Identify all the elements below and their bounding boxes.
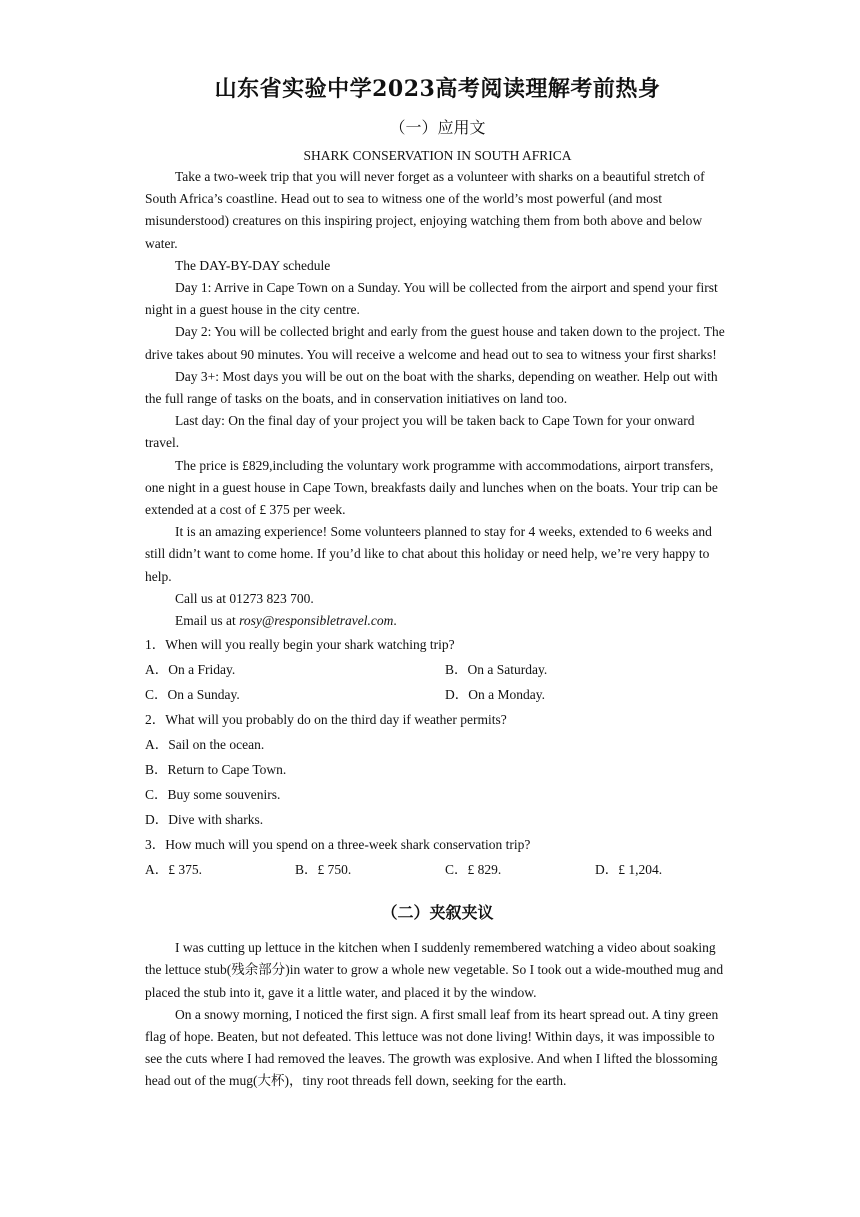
- schedule-heading: The DAY-BY-DAY schedule: [175, 257, 331, 273]
- option-a: A．£ 375.: [145, 862, 202, 878]
- option-d: D．On a Monday.: [445, 687, 545, 703]
- option-c: C．Buy some souvenirs.: [145, 787, 281, 803]
- question-stem: 1．When will you really begin your shark watching trip?: [145, 637, 455, 653]
- article-title: SHARK CONSERVATION IN SOUTH AFRICA: [303, 148, 572, 163]
- paragraph: On a snowy morning, I noticed the first sign. A first small leaf from its heart spread out. A tiny green flag of hope. Beaten, but not defeated. This lettuce was not done living! Within days, it was impossible to see the cuts where I had removed the leaves. The growth was explosive. And when I lifted the blossoming head out of the mug(大杯)，tiny root threads fell down, seeking for the earth.: [145, 1006, 719, 1089]
- section-applied-writing: [145, 115, 730, 882]
- email-prefix: Email us at: [175, 613, 240, 629]
- option-b: B．£ 750.: [295, 862, 352, 878]
- paragraph: Day 1: Arrive in Cape Town on a Sunday. You will be collected from the airport and spend your first night in a guest house in the city centre.: [145, 280, 718, 318]
- option-c: C．£ 829.: [445, 862, 502, 878]
- option-a: A．On a Friday.: [145, 662, 236, 678]
- email-line: [145, 610, 730, 632]
- email-suffix: .: [393, 613, 397, 629]
- paragraph: Day 2: You will be collected bright and early from the guest house and taken down to the project. The drive takes about 90 minutes. You will receive a welcome and head out to sea to witness your first sharks!: [145, 324, 725, 362]
- page-title: 山东省实验中学2023高考阅读理解考前热身: [214, 76, 661, 102]
- paragraph: I was cutting up lettuce in the kitchen when I suddenly remembered watching a video about soaking the lettuce stub(残余部分)in water to grow a whole new vegetable. So I took out a wide-mouthed mug and placed the stub into it, gave it a little water, and placed it by the window.: [145, 940, 724, 1000]
- option-d: D．Dive with sharks.: [145, 812, 264, 828]
- question-3: [145, 832, 730, 882]
- question-1: [145, 632, 730, 707]
- option-b: B．Return to Cape Town.: [145, 762, 287, 778]
- section-heading: （二）夹叙夹议: [381, 903, 494, 923]
- document-page: [145, 72, 730, 1093]
- paragraph: Take a two-week trip that you will never forget as a volunteer with sharks on a beautiful stretch of South Africa’s coastline. Head out to sea to witness one of the world’s most powerful (and most misunderstood) creatures on this inspiring project, enjoying watching them from both above and below water.: [145, 169, 705, 251]
- paragraph: Day 3+: Most days you will be out on the boat with the sharks, depending on weather. Help out with the full range of tasks on the boats, and in conservation initiatives on land too.: [145, 368, 718, 407]
- paragraph: Last day: On the final day of your project you will be taken back to Cape Town for your onward travel.: [145, 413, 695, 451]
- phone-line: Call us at 01273 823 700.: [175, 590, 314, 606]
- option-group: [145, 657, 730, 707]
- price-paragraph: The price is £829,including the voluntary work programme with accommodations, airport transfers, one night in a guest house in Cape Town, breakfasts daily and lunches when on the boats. Your trip can be extended at a cost of £ 375 per week.: [145, 457, 718, 518]
- option-b: B．On a Saturday.: [445, 662, 548, 678]
- option-a: A．Sail on the ocean.: [145, 737, 265, 753]
- question-2: [145, 707, 730, 832]
- question-stem: 2．What will you probably do on the third day if weather permits?: [145, 712, 507, 728]
- email-link[interactable]: rosy@responsibletravel.com: [239, 613, 394, 629]
- option-d: D．£ 1,204.: [595, 862, 663, 878]
- option-c: C．On a Sunday.: [145, 687, 240, 703]
- section-narrative: [145, 900, 730, 1092]
- section-heading: （一）应用文: [389, 118, 486, 137]
- question-stem: 3．How much will you spend on a three-week shark conservation trip?: [145, 837, 531, 853]
- option-group: [145, 857, 730, 882]
- paragraph: It is an amazing experience! Some volunteers planned to stay for 4 weeks, extended to 6 weeks and still didn’t want to come home. If you’d like to chat about this holiday or need help, we’re very happy to help.: [145, 524, 712, 584]
